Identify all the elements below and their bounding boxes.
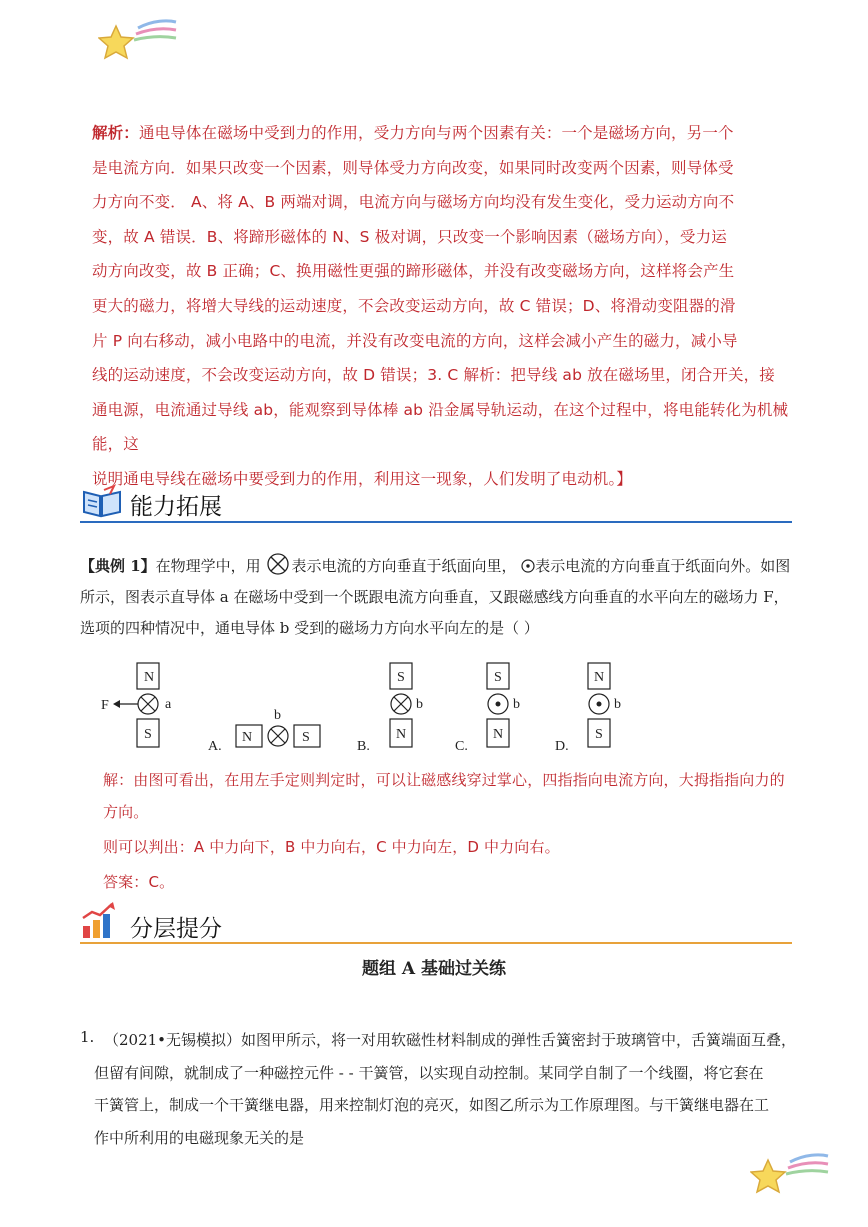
section-divider bbox=[80, 521, 792, 523]
analysis-label: 解析： bbox=[92, 124, 139, 142]
analysis-line bbox=[92, 116, 812, 151]
question-block bbox=[94, 1024, 804, 1154]
solution-line: 答案：C。 bbox=[103, 873, 175, 891]
analysis-line: 力方向不变． A、将 A、B 两端对调，电流方向与磁场方向均没有发生变化，受力运动方向不 bbox=[92, 193, 735, 212]
wire-label: b bbox=[416, 697, 423, 712]
analysis-text: 通电导体在磁场中受到力的作用，受力方向与两个因素有关：一个是磁场方向，另一个 bbox=[138, 124, 734, 142]
magnet-label: S bbox=[397, 670, 405, 685]
example-line: 选项的四种情况中，通电导体 b 受到的磁场力方向水平向左的是（ ） bbox=[80, 619, 539, 637]
section-title: 能力拓展 bbox=[130, 494, 222, 520]
wire-label: b bbox=[513, 697, 520, 712]
magnet-label: N bbox=[242, 730, 253, 745]
bar-chart-icon bbox=[80, 900, 120, 940]
option-label: B. bbox=[357, 739, 370, 754]
example-text: 表示电流的方向垂直于纸面向里， bbox=[291, 557, 517, 575]
solution-line: 方向。 bbox=[103, 803, 149, 821]
solution-line: 则可以判出：A 中力向下，B 中力向右，C 中力向左，D 中力向右。 bbox=[103, 838, 560, 856]
magnet-label: S bbox=[595, 727, 603, 742]
analysis-line: 线的运动速度，不会改变运动方向，故 D 错误；3. C 解析：把导线 ab 放在磁场里，闭合开关，接 bbox=[92, 366, 775, 385]
solution-block bbox=[103, 764, 803, 898]
example-text: 表示电流的方向垂直于纸面向外。如图 bbox=[535, 557, 791, 575]
wire-label: b bbox=[614, 697, 621, 712]
current-out-of-page-icon bbox=[521, 553, 535, 567]
solution-line: 解：由图可看出，在用左手定则判定时，可以让磁感线穿过掌心，四指指向电流方向，大拇指指向力的 bbox=[103, 771, 785, 789]
magnet-label: S bbox=[144, 727, 152, 742]
question-line: 但留有间隙，就制成了一种磁控元件 - - 干簧管，以实现自动控制。某同学自制了一个线圈，将它套在 bbox=[94, 1063, 764, 1082]
section-title: 分层提分 bbox=[130, 916, 222, 942]
analysis-block bbox=[92, 116, 812, 497]
option-label: C. bbox=[455, 739, 468, 754]
analysis-line: 通电源，电流通过导线 ab，能观察到导体棒 ab 沿金属导轨运动，在这个过程中，将电能转化为机械能，这 bbox=[92, 400, 789, 454]
book-icon bbox=[80, 484, 124, 520]
wire-label: b bbox=[274, 708, 281, 723]
magnet-diagrams bbox=[95, 655, 655, 755]
section-divider bbox=[80, 942, 792, 944]
magnet-label: N bbox=[594, 670, 605, 685]
current-into-page-icon bbox=[267, 553, 289, 575]
magnet-label: S bbox=[494, 670, 502, 685]
shooting-star-icon bbox=[750, 1152, 830, 1198]
option-label: A. bbox=[208, 739, 222, 754]
option-label: D. bbox=[555, 739, 569, 754]
magnet-label: N bbox=[144, 670, 155, 685]
example-line bbox=[80, 551, 800, 582]
magnet-label: N bbox=[396, 727, 407, 742]
example-tag: 【典例 1】 bbox=[80, 557, 156, 575]
wire-label: a bbox=[165, 697, 172, 712]
group-title: 题组 A 基础过关练 bbox=[361, 959, 507, 979]
example-block bbox=[80, 551, 800, 644]
analysis-line: 是电流方向．如果只改变一个因素，则导体受力方向改变，如果同时改变两个因素，则导体受 bbox=[92, 158, 734, 177]
force-label: F bbox=[101, 698, 109, 713]
analysis-line: 变，故 A 错误．B、将蹄形磁体的 N、S 极对调，只改变一个影响因素（磁场方向），受力运 bbox=[92, 227, 727, 246]
shooting-star-icon bbox=[98, 18, 178, 64]
analysis-line: 片 P 向右移动，减小电路中的电流，并没有改变电流的方向，这样会减小产生的磁力，减小导 bbox=[92, 331, 738, 350]
example-text: 在物理学中，用 bbox=[155, 557, 261, 575]
question-line: （2021•无锡模拟）如图甲所示，将一对用软磁性材料制成的弹性舌簧密封于玻璃管中，舌簧端面互叠， bbox=[104, 1031, 797, 1049]
analysis-line: 说明通电导线在磁场中要受到力的作用，利用这一现象，人们发明了电动机。】 bbox=[92, 469, 633, 488]
magnet-label: S bbox=[302, 730, 310, 745]
analysis-line: 更大的磁力，将增大导线的运动速度，不会改变运动方向，故 C 错误；D、将滑动变阻器的滑 bbox=[92, 296, 736, 315]
question-number: 1. bbox=[80, 1028, 95, 1046]
question-line: 干簧管上，制成一个干簧继电器，用来控制灯泡的亮灭，如图乙所示为工作原理图。与干簧继电器在工 bbox=[94, 1096, 770, 1115]
example-line: 所示，图表示直导体 a 在磁场中受到一个既跟电流方向垂直，又跟磁感线方向垂直的水平向左的磁场力 F， bbox=[80, 588, 789, 606]
question-line: 作中所利用的电磁现象无关的是 bbox=[94, 1128, 305, 1147]
magnet-label: N bbox=[493, 727, 504, 742]
analysis-line: 动方向改变，故 B 正确；C、换用磁性更强的蹄形磁体，并没有改变磁场方向，这样将会产生 bbox=[92, 262, 735, 281]
